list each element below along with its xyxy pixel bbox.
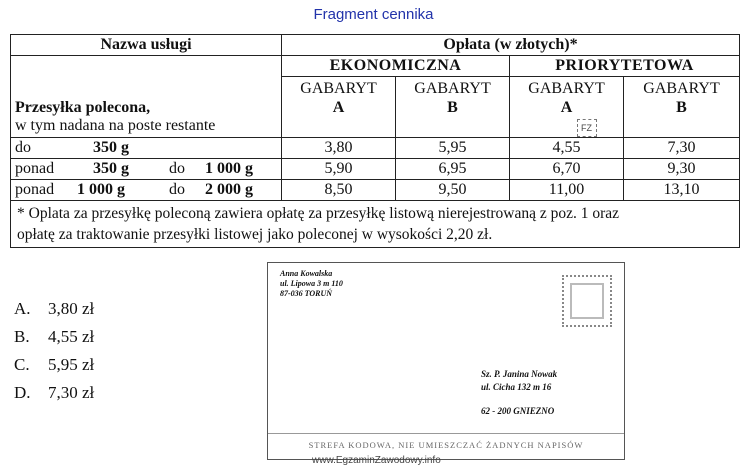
answer-option-c[interactable]: C. 5,95 zł [14, 355, 95, 374]
table-row [11, 180, 740, 201]
group-priority: PRIORYTETOWA [510, 56, 740, 77]
price-cell: 9,30 [624, 159, 740, 180]
answer-option-b[interactable]: B. 4,55 zł [14, 327, 95, 346]
code-zone-label: STREFA KODOWA, NIE UMIESZCZAĆ ŻADNYCH NAPISÓW [268, 433, 624, 450]
header-fee: Opłata (w złotych)* [282, 35, 740, 56]
gabaryt-econ-a: GABARYT A [282, 77, 396, 138]
weight-range: do 350 g [11, 138, 282, 159]
gabaryt-prio-a: GABARYT A FZ [510, 77, 624, 138]
price-cell: 4,55 [510, 138, 624, 159]
service-name-rest: w tym nadana na poste restante [15, 117, 216, 134]
answer-option-a[interactable]: A. 3,80 zł [14, 299, 95, 318]
recipient-address: Sz. P. Janina Nowak ul. Cicha 132 m 16 62 - 200 GNIEZNO [481, 369, 558, 416]
sender-address: Anna Kowalska ul. Lipowa 3 m 110 87-036 TORUŃ [280, 269, 343, 298]
weight-range: ponad 350 g do 1 000 g [11, 159, 282, 180]
answer-list [14, 298, 94, 410]
price-cell: 5,95 [396, 138, 510, 159]
service-name-bold: Przesyłka polecona, [15, 99, 151, 116]
header-service: Nazwa usługi [11, 35, 282, 56]
price-cell: 7,30 [624, 138, 740, 159]
weight-range: ponad 1 000 g do 2 000 g [11, 180, 282, 201]
price-cell: 6,95 [396, 159, 510, 180]
answer-option-d[interactable]: D. 7,30 zł [14, 383, 95, 402]
price-table [10, 34, 740, 248]
small-stamp-icon: FZ [577, 119, 597, 137]
service-name-cell [11, 56, 282, 138]
price-cell: 6,70 [510, 159, 624, 180]
page-title: Fragment cennika [313, 6, 434, 23]
table-row [11, 159, 740, 180]
table-row [11, 138, 740, 159]
stamp-icon [562, 275, 612, 327]
watermark: www.EgzaminZawodowy.info [312, 455, 441, 466]
price-cell: 13,10 [624, 180, 740, 201]
footnote: * Oplata za przesyłkę poleconą zawiera opłatę za przesyłkę listową nierejestrowaną z poz. 1 oraz opłatę za traktowanie przesyłki listowej jako poleconej w wysokości 2,20 zł. [11, 201, 740, 248]
group-economic: EKONOMICZNA [282, 56, 510, 77]
price-cell: 5,90 [282, 159, 396, 180]
envelope-illustration [267, 262, 625, 460]
gabaryt-econ-b: GABARYT B [396, 77, 510, 138]
gabaryt-prio-b: GABARYT B [624, 77, 740, 138]
price-cell: 11,00 [510, 180, 624, 201]
price-cell: 9,50 [396, 180, 510, 201]
price-cell: 3,80 [282, 138, 396, 159]
price-cell: 8,50 [282, 180, 396, 201]
